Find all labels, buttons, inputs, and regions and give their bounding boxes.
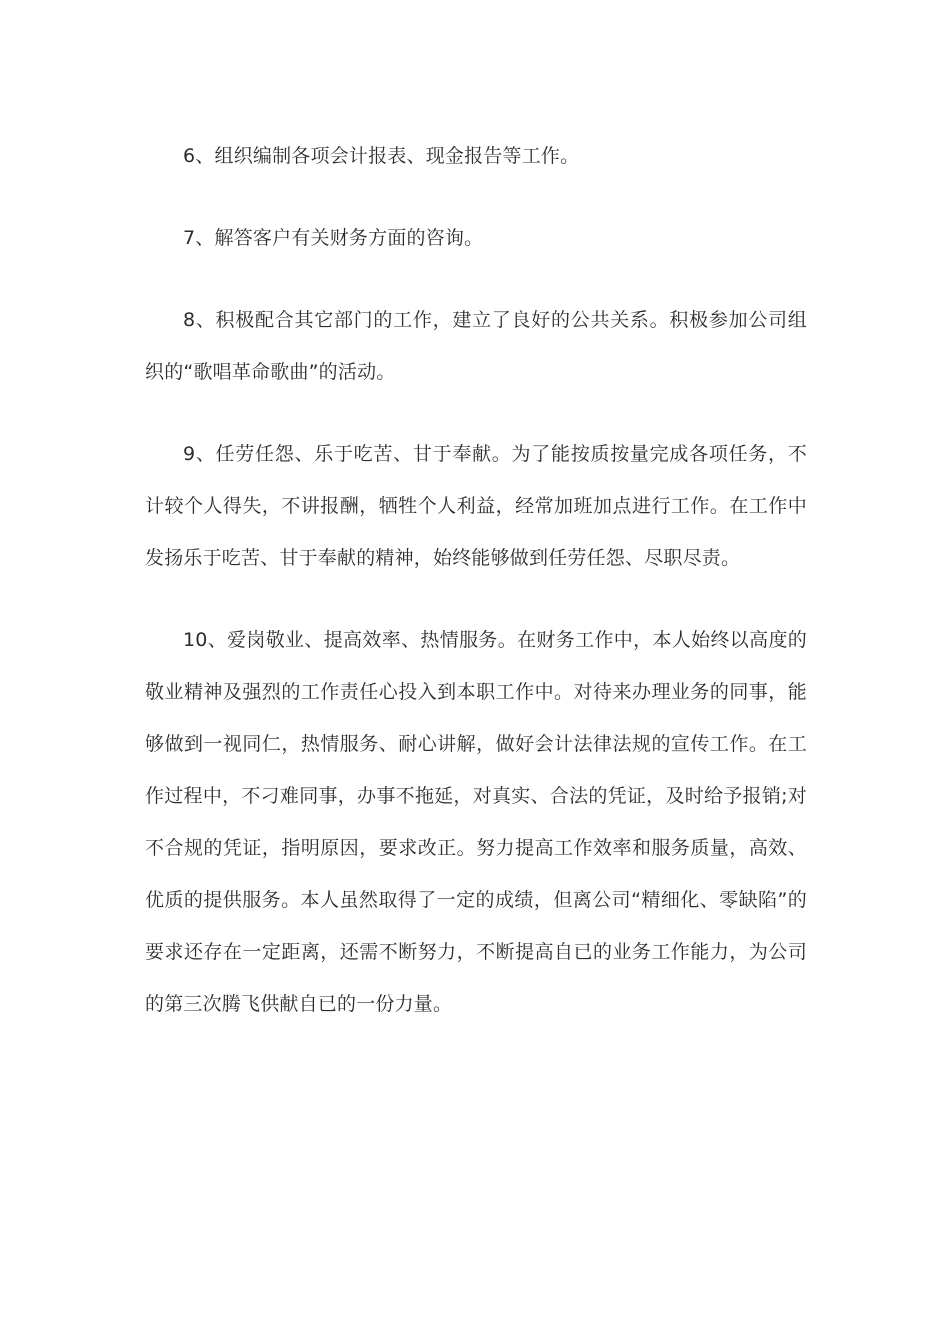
document-body [145,130,807,1030]
paragraph-item-9: 9、任劳任怨、乐于吃苦、甘于奉献。为了能按质按量完成各项任务，不计较个人得失，不讲报酬，牺牲个人利益，经常加班加点进行工作。在工作中发扬乐于吃苦、甘于奉献的精神，始终能够做到任劳任怨、尽职尽责。 [145,443,807,569]
paragraph-item-6: 6、组织编制各项会计报表、现金报告等工作。 [183,145,580,167]
paragraph-item-7: 7、解答客户有关财务方面的咨询。 [183,227,484,249]
paragraph-item-10: 10、爱岗敬业、提高效率、热情服务。在财务工作中，本人始终以高度的敬业精神及强烈的工作责任心投入到本职工作中。对待来办理业务的同事，能够做到一视同仁，热情服务、耐心讲解，做好会计法律法规的宣传工作。在工作过程中，不刁难同事，办事不拖延，对真实、合法的凭证，及时给予报销;对不合规的凭证，指明原因，要求改正。努力提高工作效率和服务质量，高效、优质的提供服务。本人虽然取得了一定的成绩，但离公司“精细化、零缺陷”的要求还存在一定距离，还需不断努力，不断提高自已的业务工作能力，为公司的第三次腾飞供献自已的一份力量。 [145,629,807,1015]
paragraph-item-8: 8、积极配合其它部门的工作，建立了良好的公共关系。积极参加公司组织的“歌唱革命歌曲”的活动。 [145,309,807,383]
